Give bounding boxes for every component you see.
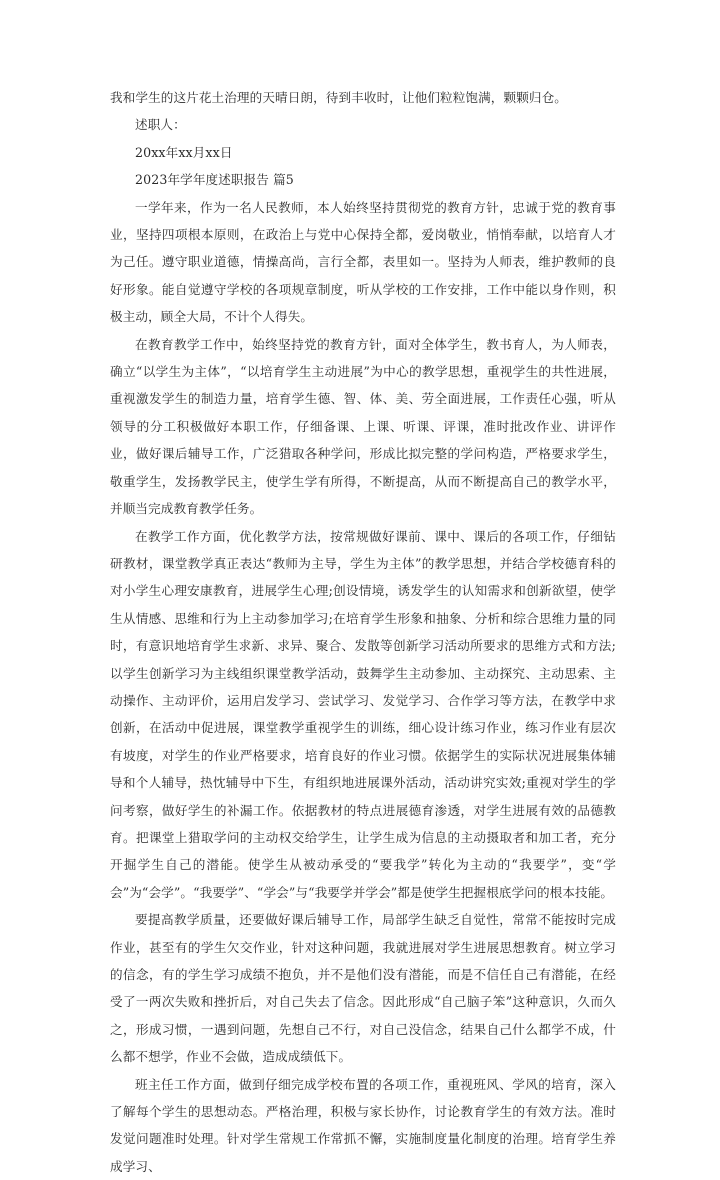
reporter-label: 述职人： <box>135 117 186 133</box>
section-title: 2023年学年度述职报告 篇5 <box>135 172 294 188</box>
paragraph-intro: 一学年来，作为一名人民教师，本人始终坚持贯彻党的教育方针，忠诚于党的教育事业，坚持四项根本原则，在政治上与党中心保持全都，爱岗敬业，悄悄奉献，以培育人才为己任。遵守职业道德，情操高尚，言行全都，表里如一。坚持为人师表，维护教师的良好形象。能自觉遵守学校的各项规章制度，听从学校的工作安排，工作中能以身作则，积极主动，顾全大局，不计个人得失。 <box>110 199 616 325</box>
paragraph-teaching-methods: 在教学工作方面，优化教学方法，按常规做好课前、课中、课后的各项工作，仔细钻研教材，课堂教学真正表达“教师为主导，学生为主体”的教学思想，并结合学校德育科的对小学生心理安康教育，进展学生心理;创设情境，诱发学生的认知需求和创新欲望，使学生从情感、思维和行为上主动参加学习;在培育学生形象和抽象、分析和综合思维力量的同时，有意识地培育学生求新、求异、聚合、发散等创新学习活动所要求的思维方式和方法;以学生创新学习为主线组织课堂教学活动，鼓舞学生主动参加、主动探究、主动思索、主动操作、主动评价，运用启发学习、尝试学习、发觉学习、合作学习等方法，在教学中求创新，在活动中促进展，课堂教学重视学生的训练，细心设计练习作业，练习作业有层次有坡度，对学生的作业严格要求，培育良好的作业习惯。依据学生的实际状况进展集体辅导和个人辅导，热忱辅导中下生，有组织地进展课外活动，活动讲究实效;重视对学生的学问考察，做好学生的补漏工作。依据教材的特点进展德育渗透，对学生进展有效的品德教育。把课堂上猎取学问的主动权交给学生，让学生成为信息的主动摄取者和加工者，充分开掘学生自己的潜能。使学生从被动承受的“要我学”转化为主动的“我要学”，变“学会”为“会学”。“我要学”、“学会”与“我要学并学会”都是使学生把握根底学问的根本技能。 <box>110 528 616 900</box>
paragraph-class-teacher-work: 班主任工作方面，做到仔细完成学校布置的各项工作，重视班风、学风的培育，深入了解每个学生的思想动态。严格治理，积极与家长协作，讨论教育学生的有效方法。准时发觉问题准时处理。针对学生常规工作常抓不懈，实施制度量化制度的治理。培育学生养成学习、 <box>110 1076 616 1174</box>
paragraph-teaching-education: 在教育教学工作中，始终坚持党的教育方针，面对全体学生，教书育人，为人师表，确立“以学生为主体”，“以培育学生主动进展”为中心的教学思想，重视学生的共性进展，重视激发学生的制造力量，培育学生德、智、体、美、劳全面进展，工作责任心强，听从领导的分工积极做好本职工作，仔细备课、上课、听课、评课，准时批改作业、讲评作业，做好课后辅导工作，广泛猎取各种学问，形成比拟完整的学问构造，严格要求学生，敬重学生，发扬教学民主，使学生学有所得，不断提高，从而不断提高自己的教学水平，并顺当完成教育教学任务。 <box>110 336 616 517</box>
document-page <box>110 84 616 1180</box>
closing-sentence: 我和学生的这片花土治理的天晴日朗，待到丰收时，让他们粒粒饱满，颗颗归仓。 <box>110 90 567 105</box>
paragraph-after-class-tutoring: 要提高教学质量，还要做好课后辅导工作，局部学生缺乏自觉性，常常不能按时完成作业，甚至有的学生欠交作业，针对这种问题，我就进展对学生进展思想教育。树立学习的信念，有的学生学习成绩不抱负，并不是他们没有潜能，而是不信任自己有潜能，在经受了一两次失败和挫折后，对自己失去了信念。因此形成“自己脑子笨”这种意识，久而久之，形成习惯，一遇到问题，先想自己不行，对自己没信念，结果自己什么都学不成，什么都不想学，作业不会做，造成成绩低下。 <box>110 912 616 1065</box>
report-date: 20xx年xx月xx日 <box>135 144 233 160</box>
